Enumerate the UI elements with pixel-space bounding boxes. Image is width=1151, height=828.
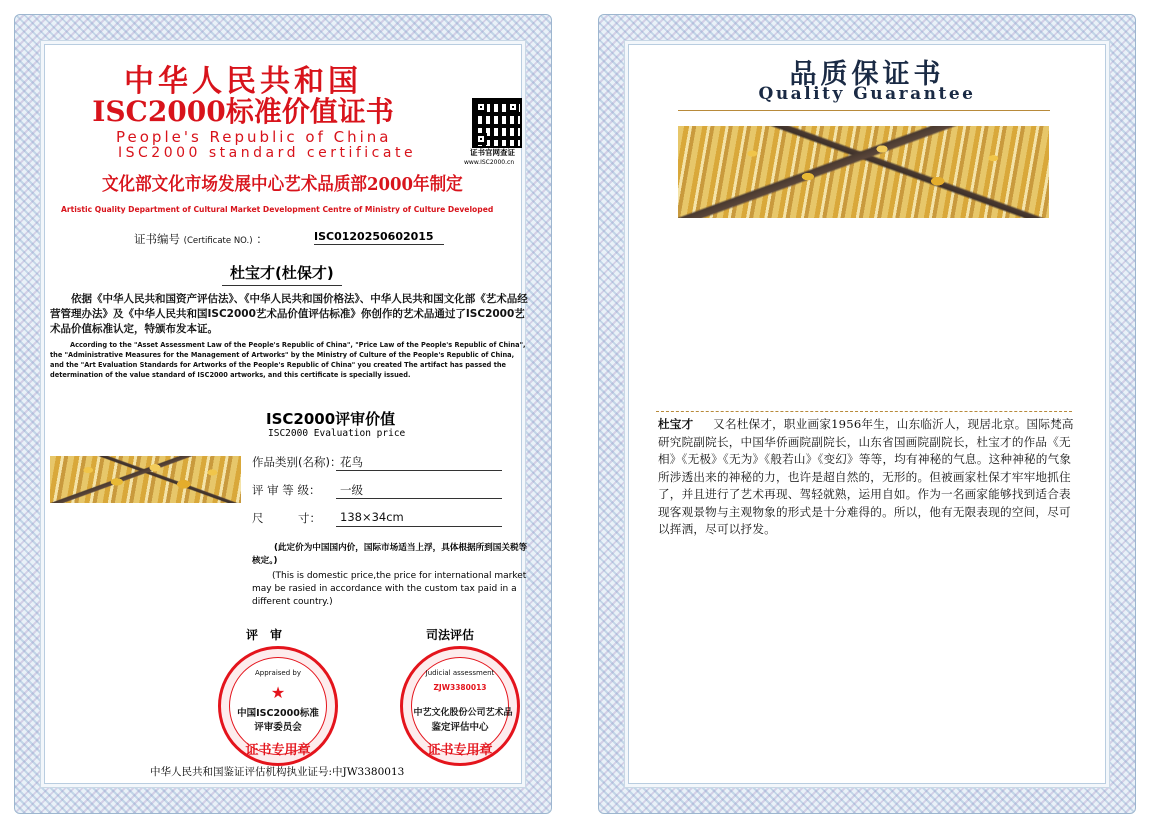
field-grade: [252, 482, 502, 500]
qr-code-icon: [472, 98, 522, 148]
price-note-en: (This is domestic price,the price for international market may be rasied in accordance with the custom tax paid in a different country.): [252, 571, 527, 607]
guarantee-title-en: Quality Guarantee: [758, 84, 976, 104]
artist-biography: [658, 416, 1074, 539]
artwork-thumbnail: [50, 456, 241, 503]
judicial-seal-bottom: 证书专用章: [427, 743, 493, 758]
cert-no-label-en: (Certificate NO.): [183, 236, 253, 246]
title-en: People's Republic of China: [116, 128, 392, 146]
bio-divider: [656, 411, 1072, 412]
appraisal-seal-line2: 评审委员会: [254, 722, 302, 733]
title-cn-secondary: ISC2000标准价值证书: [92, 95, 394, 128]
appraisal-seal-line1: 中国ISC2000标准: [237, 708, 319, 719]
cert-no-colon: ：: [256, 232, 268, 246]
qr-caption: 证书官网查证: [470, 148, 515, 157]
field-grade-label: 评 审 等 级：: [252, 483, 321, 497]
appraisal-seal-en: Appraised by: [255, 669, 301, 677]
field-category-value: 花鸟: [336, 454, 502, 471]
department-cn: 文化部文化市场发展中心艺术品质部2000年制定: [102, 174, 463, 195]
title-divider: [678, 110, 1050, 111]
judicial-seal-code: ZJW3380013: [433, 683, 487, 692]
body-text-en: According to the "Asset Assessment Law of the People's Republic of China", "Price Law of the People's Republic of China", the "Administrative Measures for the Management of Artworks" by the Ministry of Culture of the People's Republic of China, and the "Art Evaluation Standards for Artworks of the People's Republic of China" you created The artifact has passed the determination of the value standard of ISC2000 artworks, and this certificate is specially issued.: [50, 341, 526, 379]
title-cn: 中华人民共和国: [124, 64, 362, 99]
field-category-label: 作品类别(名称)：: [252, 455, 342, 469]
judicial-seal-icon: [400, 646, 520, 766]
evaluation-title-cn: ISC2000评审价值: [266, 410, 396, 428]
cert-no-label: [134, 231, 268, 247]
department-en: Artistic Quality Department of Cultural Market Development Centre of Ministry of Culture Developed: [61, 205, 494, 214]
artwork-image: [678, 126, 1049, 218]
star-icon: ★: [270, 683, 286, 702]
qr-url: www.ISC2000.cn: [464, 159, 515, 166]
appraisal-seal-bottom: 证书专用章: [245, 743, 311, 758]
cert-no-label-cn: 证书编号: [134, 232, 180, 246]
evaluation-title-en: ISC2000 Evaluation price: [268, 428, 406, 439]
judicial-seal-en: Judicial assessment: [425, 669, 495, 677]
field-size-label: 尺 寸：: [252, 511, 321, 525]
bio-artist-name: 杜宝才: [658, 417, 694, 431]
cert-number: ISC0120250602015: [314, 230, 444, 245]
field-size: [252, 510, 502, 528]
certificate-page: [14, 14, 552, 814]
judicial-seal-line1: 中艺文化股份公司艺术品: [413, 708, 513, 718]
field-category: [252, 454, 502, 472]
signature-appraisal-label: 评 审: [246, 628, 283, 642]
body-text-cn: 依据《中华人民共和国资产评估法》、《中华人民共和国价格法》、中华人民共和国文化部《艺术品经营管理办法》及《中华人民共和国ISC2000艺术品价值评估标准》你创作的艺术品通过了ISC2000艺术品价值标准认定，特颁布发本证。: [50, 293, 528, 335]
judicial-seal-line2: 鉴定评估中心: [431, 722, 489, 733]
artist-name: 杜宝才(杜保才): [222, 262, 342, 286]
appraisal-seal-icon: [218, 646, 338, 766]
quality-guarantee-page: [598, 14, 1136, 814]
bio-text: 又名杜保才，职业画家1956年生，山东临沂人，现居北京。国际梵高研究院副院长，中国华侨画院副院长，山东省国画院副院长，杜宝才的作品《无相》《无极》《无为》《般若山》《变幻》等等，均有神秘的气息。这种神秘的气象所涉透出来的神秘的力，也许是超自然的，无形的。但被画家杜保才牢牢地抓住了，并且进行了艺术再现、驾轻就熟，运用自如。作为一名画家能够找到适合表现客观景物与主观物象的形式是十分难得的。所以，他有无限表现的空间，尽可以挥洒，尽可以抒发。: [658, 417, 1074, 536]
license-footer: 中华人民共和国鉴证评估机构执业证号:中JW3380013: [150, 766, 405, 778]
guarantee-title-cn: 品质保证书: [789, 59, 945, 90]
signature-judicial-label: 司法评估: [426, 628, 475, 642]
field-grade-value: 一级: [336, 482, 502, 499]
title-en-secondary: ISC2000 standard certificate: [118, 145, 417, 161]
price-note-cn: (此定价为中国国内价，国际市场适当上浮，具体根据所到国关税等核定。): [252, 543, 528, 566]
field-size-value: 138×34cm: [336, 510, 502, 527]
